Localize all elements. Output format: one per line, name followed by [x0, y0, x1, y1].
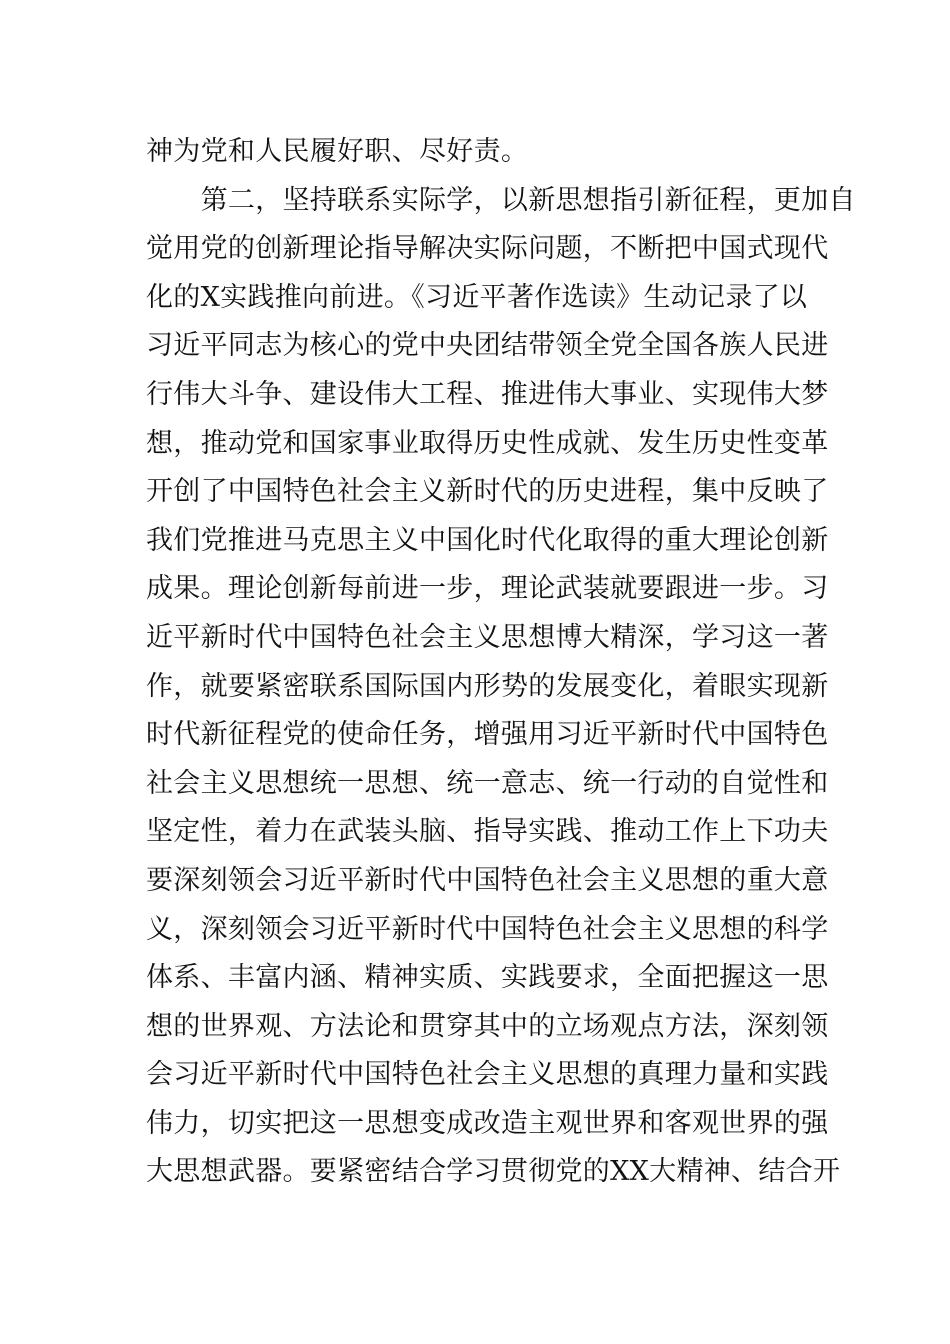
text-line: 伟力，切实把这一思想变成改造主观世界和客观世界的强 [146, 1107, 829, 1139]
text-line: 开创了中国特色社会主义新时代的历史进程，集中反映了 [146, 476, 829, 508]
text-line: 想，推动党和国家事业取得历史性成就、发生历史性变革 [146, 427, 829, 459]
text-line: 习近平同志为核心的党中央团结带领全党全国各族人民进 [146, 330, 829, 362]
text-line: 时代新征程党的使命任务，增强用习近平新时代中国特色 [146, 719, 829, 751]
text-line: 成果。理论创新每前进一步，理论武装就要跟进一步。习 [146, 573, 829, 605]
text-line: 第二，坚持联系实际学，以新思想指引新征程，更加自 [146, 184, 856, 216]
text-line: 神为党和人民履好职、尽好责。 [146, 136, 529, 167]
text-line: 义，深刻领会习近平新时代中国特色社会主义思想的科学 [146, 913, 829, 945]
text-line: 我们党推进马克思主义中国化时代化取得的重大理论创新 [146, 524, 829, 556]
text-line: 想的世界观、方法论和贯穿其中的立场观点方法，深刻领 [146, 1010, 829, 1042]
text-line: 行伟大斗争、建设伟大工程、推进伟大事业、实现伟大梦 [146, 378, 829, 410]
text-line: 社会主义思想统一思想、统一意志、统一行动的自觉性和 [146, 767, 829, 799]
text-line: 坚定性，着力在武装头脑、指导实践、推动工作上下功夫 [146, 816, 829, 848]
text-line: 大思想武器。要紧密结合学习贯彻党的XX大精神、结合开 [146, 1156, 841, 1188]
text-line: 化的X实践推向前进。《习近平著作选读》生动记录了以 [146, 281, 808, 313]
text-line: 会习近平新时代中国特色社会主义思想的真理力量和实践 [146, 1059, 829, 1091]
text-line: 体系、丰富内涵、精神实质、实践要求，全面把握这一思 [146, 962, 829, 994]
text-line: 要深刻领会习近平新时代中国特色社会主义思想的重大意 [146, 864, 829, 896]
text-line: 近平新时代中国特色社会主义思想博大精深，学习这一著 [146, 621, 829, 653]
text-line: 觉用党的创新理论指导解决实际问题，不断把中国式现代 [146, 233, 829, 265]
body-text [146, 128, 856, 1197]
text-line: 作，就要紧密联系国际国内形势的发展变化，着眼实现新 [146, 670, 829, 702]
